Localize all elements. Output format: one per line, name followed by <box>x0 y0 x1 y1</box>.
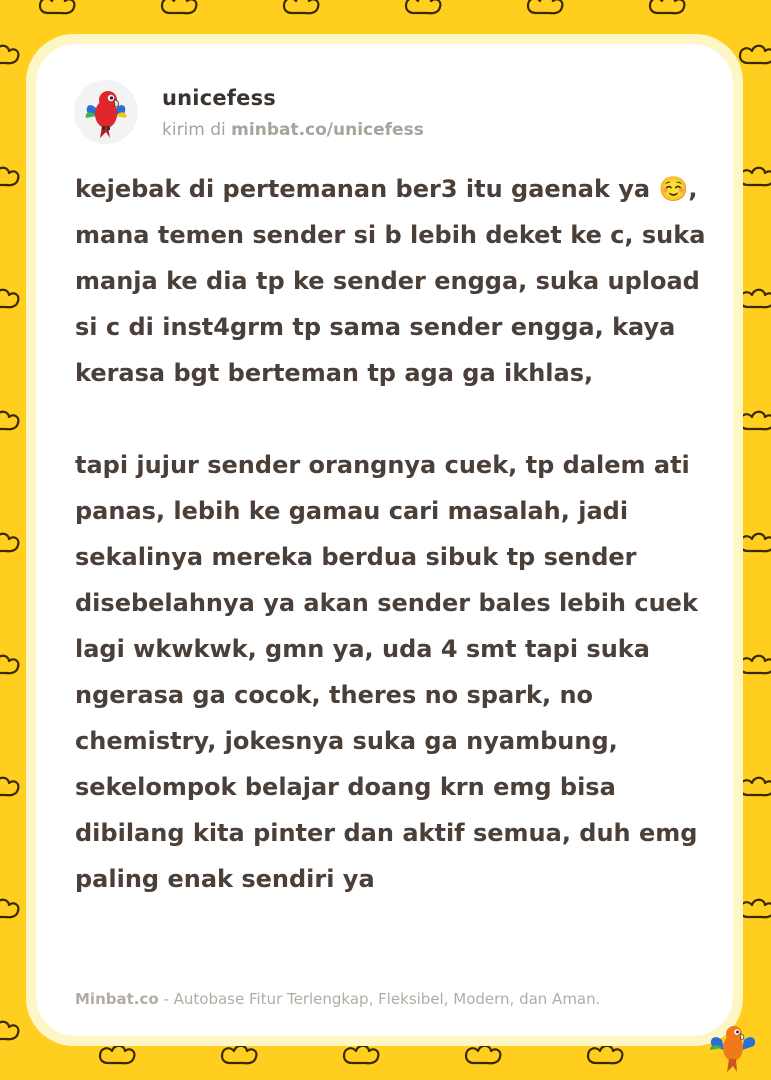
sent-via-line <box>162 120 424 140</box>
corner-mascot <box>706 1018 760 1076</box>
parrot-mascot-icon <box>706 1018 760 1076</box>
parrot-mascot-icon <box>74 80 138 144</box>
avatar[interactable] <box>74 80 138 144</box>
paragraph-spacer <box>75 396 715 442</box>
sent-via-link[interactable]: minbat.co/unicefess <box>231 120 424 140</box>
footer <box>75 990 600 1008</box>
footer-brand[interactable]: Minbat.co <box>75 990 159 1008</box>
sent-via-prefix: kirim di <box>162 120 226 140</box>
message-paragraph: kejebak di pertemanan ber3 itu gaenak ya ☺️, mana temen sender si b lebih deket ke c, suka manja ke dia tp ke sender engga, suka upload si c di inst4grm tp sama sender engga, kaya kerasa bgt berteman tp aga ga ikhlas, <box>75 175 706 387</box>
message-paragraph: tapi jujur sender orangnya cuek, tp dalem ati panas, lebih ke gamau cari masalah, jadi sekalinya mereka berdua sibuk tp sender disebelahnya ya akan sender bales lebih cuek lagi wkwkwk, gmn ya, uda 4 smt tapi suka ngerasa ga cocok, theres no spark, no chemistry, jokesnya suka ga nyambung, sekelompok belajar doang krn emg bisa dibilang kita pinter dan aktif semua, duh emg paling enak sendiri ya <box>75 451 698 893</box>
footer-tagline: - Autobase Fitur Terlengkap, Fleksibel, Modern, dan Aman. <box>158 990 601 1008</box>
account-name[interactable]: unicefess <box>162 86 276 110</box>
message-body <box>75 166 715 902</box>
